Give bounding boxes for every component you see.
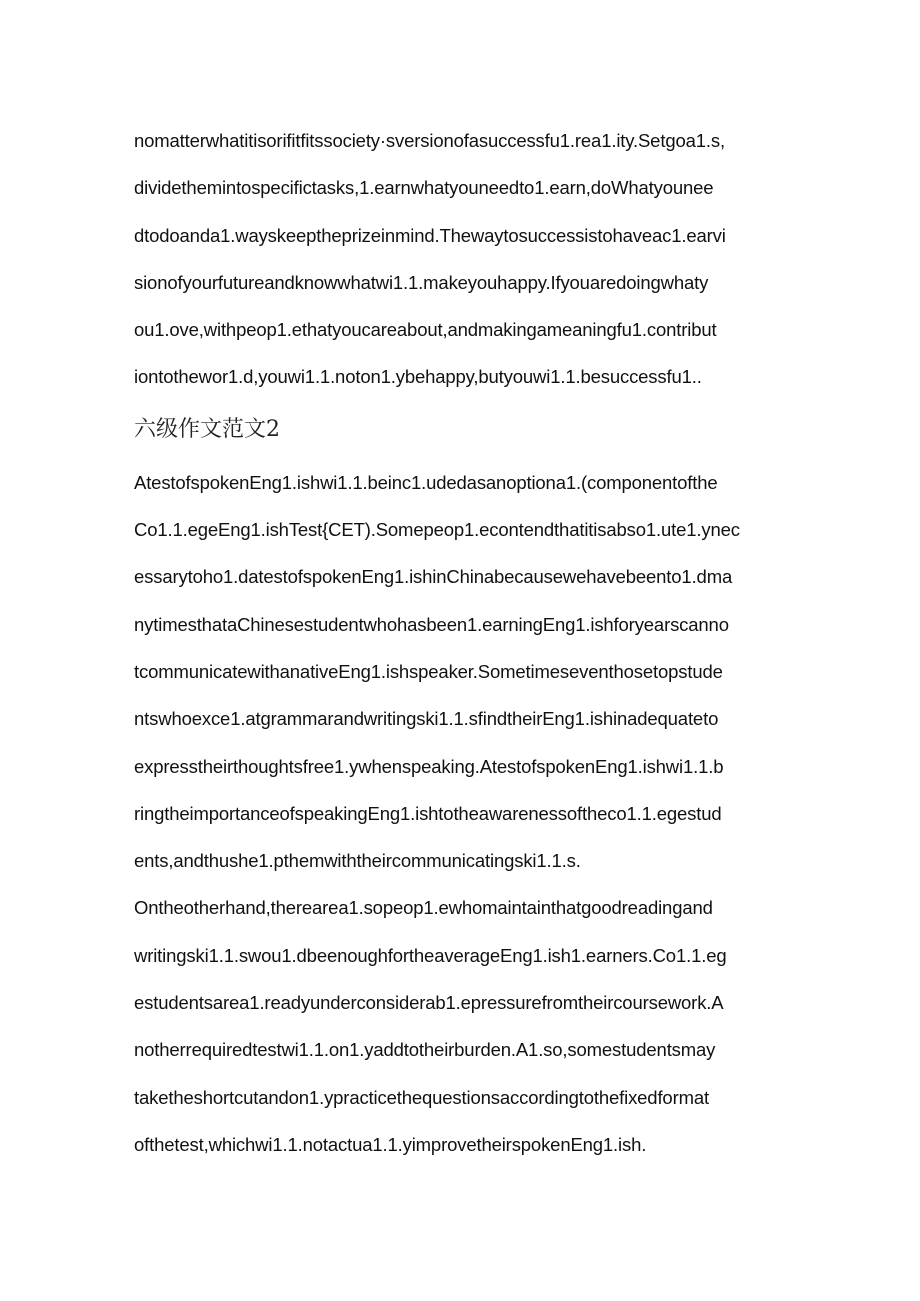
- text-line: dtodoanda1.wayskeeptheprizeinmind.Thewaytosuccessistohaveac1.earvi: [134, 224, 726, 246]
- text-line: ou1.ove,withpeop1.ethatyoucareabout,andmakingameaningfu1.contribut: [134, 319, 717, 341]
- text-line: sionofyourfutureandknowwhatwi1.1.makeyouhappy.Ifyouaredoingwhaty: [134, 271, 709, 293]
- text-line: taketheshortcutandon1.ypracticethequestionsaccordingtothefixedformat: [134, 1086, 709, 1108]
- text-line: notherrequiredtestwi1.1.on1.yaddtotheirburden.A1.so,somestudentsmay: [134, 1039, 716, 1061]
- text-line: estudentsarea1.readyunderconsiderab1.epressurefromtheircoursework.A: [134, 992, 724, 1014]
- paragraph-1: [134, 117, 789, 401]
- paragraph-3: [134, 884, 789, 1168]
- text-line: essarytoho1.datestofspokenEng1.ishinChinabecausewehavebeento1.dma: [134, 566, 733, 588]
- text-line: ringtheimportanceofspeakingEng1.ishtotheawarenessoftheco1.1.egestud: [134, 802, 722, 824]
- text-line: writingski1.1.swou1.dbeenoughfortheaverageEng1.ish1.earners.Co1.1.eg: [134, 944, 727, 966]
- text-line: ents,andthushe1.pthemwiththeircommunicatingski1.1.s.: [134, 850, 581, 872]
- paragraph-2: [134, 459, 789, 885]
- text-line: ofthetest,whichwi1.1.notactua1.1.yimprovetheirspokenEng1.ish.: [134, 1133, 647, 1155]
- text-line: expresstheirthoughtsfree1.ywhenspeaking.AtestofspokenEng1.ishwi1.1.b: [134, 755, 724, 777]
- section-heading: 六级作文范文2: [134, 416, 280, 442]
- document-body: [134, 117, 789, 1168]
- text-line: Co1.1.egeEng1.ishTest{CET).Somepeop1.econtendthatitisabso1.ute1.ynec: [134, 519, 740, 541]
- text-line: nytimesthataChinesestudentwhohasbeen1.earningEng1.ishforyearscanno: [134, 613, 729, 635]
- text-line: nomatterwhatitisorifitfitssociety·sversionofasuccessfu1.rea1.ity.Setgoa1.s,: [134, 130, 725, 151]
- text-line: tcommunicatewithanativeEng1.ishspeaker.Sometimeseventhosetopstude: [134, 660, 723, 682]
- text-line: iontothewor1.d,youwi1.1.noton1.ybehappy,butyouwi1.1.besuccessfu1..: [134, 366, 702, 388]
- text-line: ntswhoexce1.atgrammarandwritingski1.1.sfindtheirEng1.ishinadequateto: [134, 708, 719, 730]
- text-line: dividethemintospecifictasks,1.earnwhatyouneedto1.earn,doWhatyounee: [134, 177, 714, 199]
- text-line: Ontheotherhand,therearea1.sopeop1.ewhomaintainthatgoodreadingand: [134, 897, 713, 919]
- text-line: AtestofspokenEng1.ishwi1.1.beinc1.udedasanoptiona1.(componentofthe: [134, 471, 718, 493]
